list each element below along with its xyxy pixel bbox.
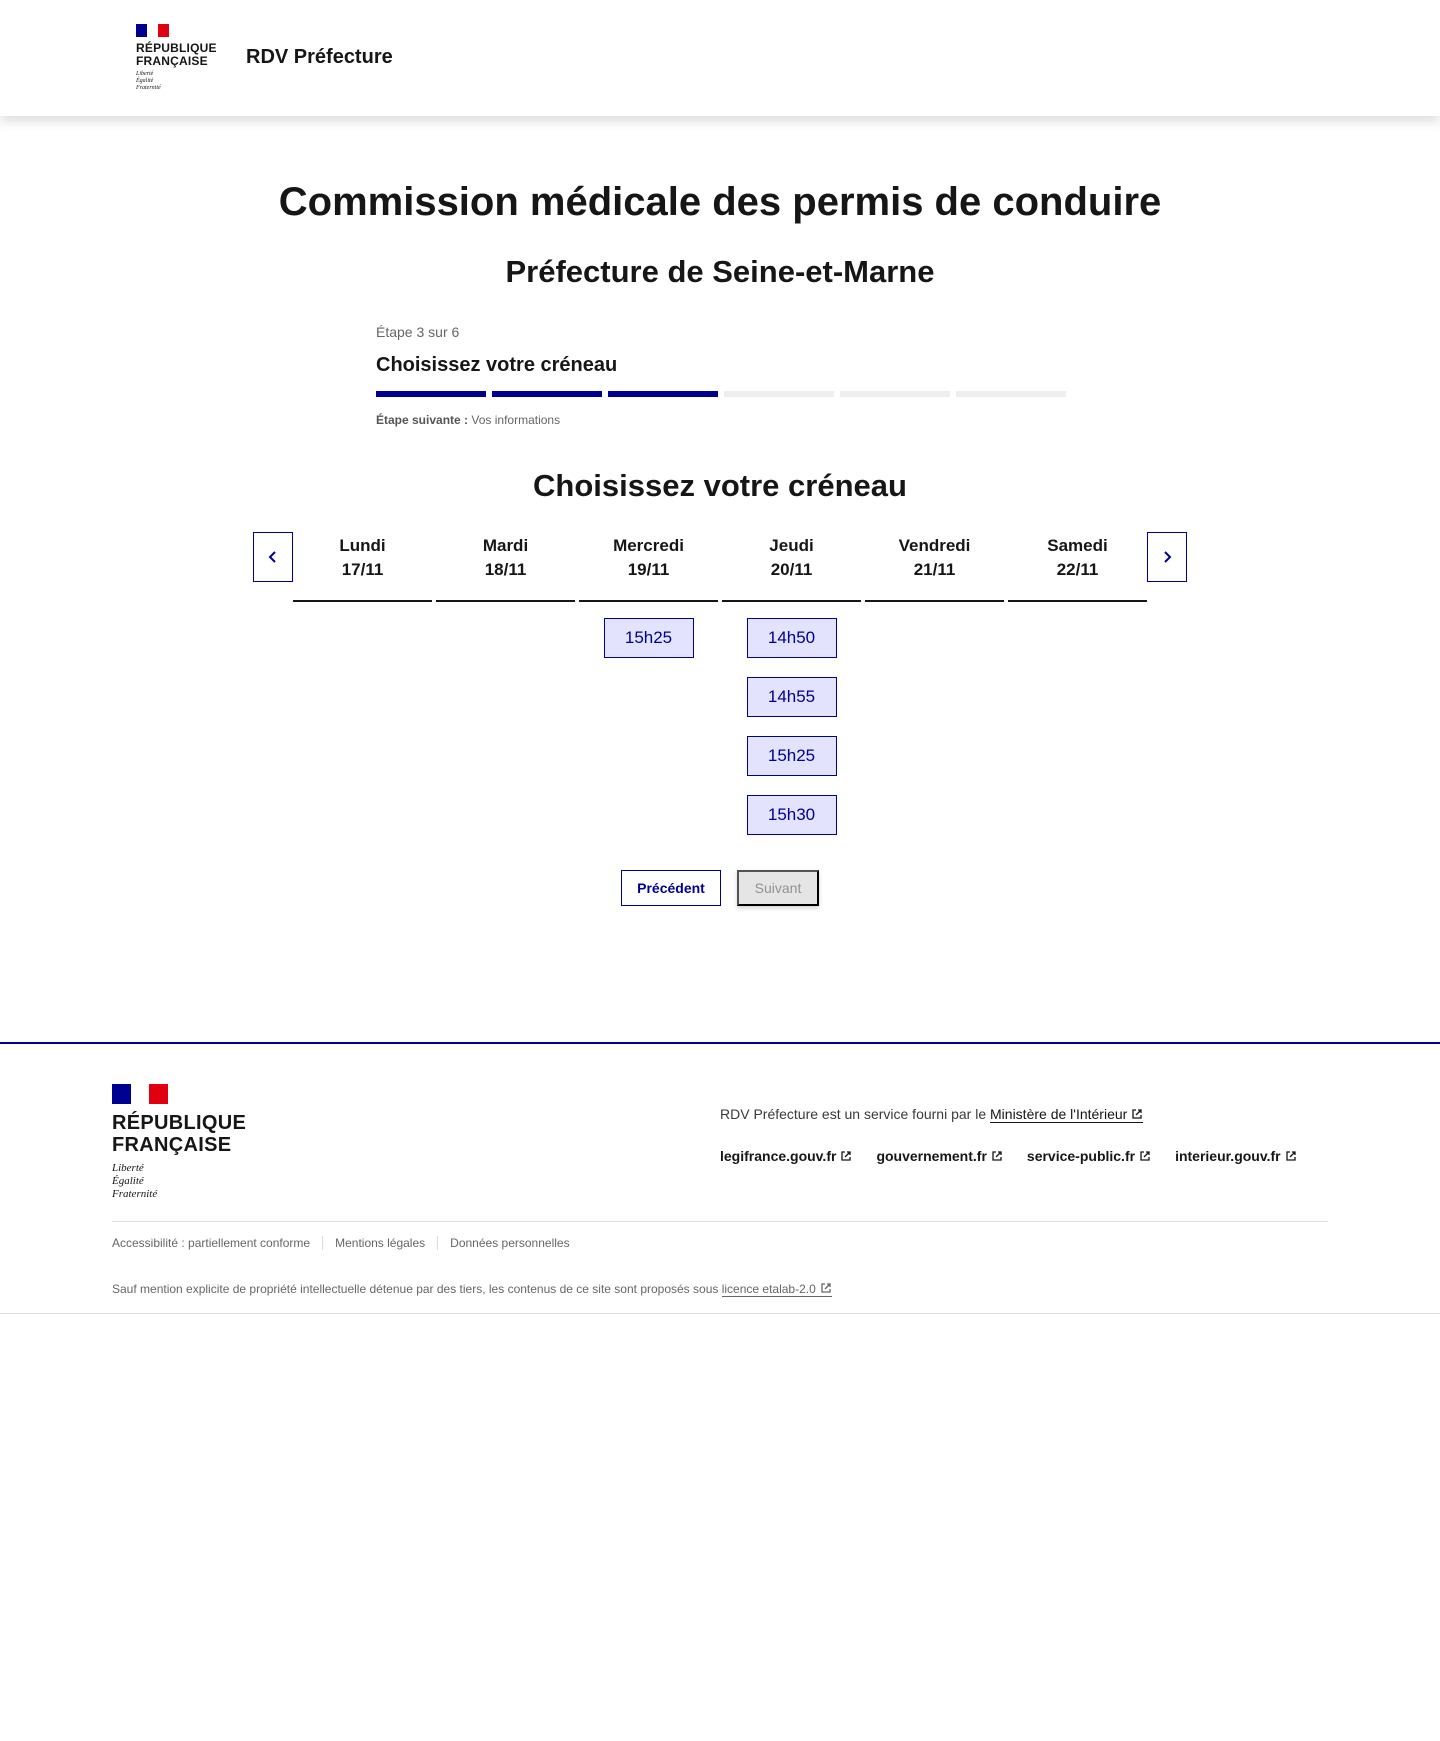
next-button-disabled: Suivant [737, 870, 819, 906]
footer-link-label: gouvernement.fr [876, 1148, 987, 1164]
footer-bottom-link[interactable]: Données personnelles [437, 1236, 581, 1250]
days-calendar [293, 532, 1147, 835]
day-date: 22/11 [1056, 560, 1099, 579]
day-column [722, 532, 861, 835]
stepper-segment [724, 391, 834, 397]
footer-link-label: legifrance.gouv.fr [720, 1148, 837, 1164]
footer-licence [112, 1282, 832, 1296]
day-header [436, 532, 575, 602]
day-column [293, 532, 432, 835]
stepper-state: Étape 3 sur 6 [376, 324, 460, 340]
page-subtitle: Préfecture de Seine-et-Marne [505, 254, 935, 289]
service-title[interactable]: RDV Préfecture [246, 46, 393, 68]
stepper-segment [840, 391, 950, 397]
external-link-icon [1131, 1108, 1143, 1120]
footer-link[interactable] [1175, 1148, 1297, 1164]
day-name: Vendredi [898, 536, 971, 555]
time-slot-button[interactable]: 15h30 [747, 795, 837, 835]
chevron-left-icon [266, 550, 280, 564]
stepper [376, 324, 1066, 427]
day-header [722, 532, 861, 602]
footer-motto-egalite: Égalité [112, 1175, 144, 1187]
republique-francaise-logo[interactable] [136, 24, 217, 92]
day-column [436, 532, 575, 835]
footer-logo-republique: RÉPUBLIQUE [112, 1112, 247, 1134]
previous-week-button[interactable] [253, 532, 293, 582]
marianne-flag-icon [136, 24, 169, 37]
external-link-icon [991, 1150, 1003, 1162]
stepper-segment [376, 391, 486, 397]
site-footer [0, 1042, 1440, 1314]
day-header [1008, 532, 1147, 602]
day-column [865, 532, 1004, 835]
time-slot-button[interactable]: 15h25 [747, 736, 837, 776]
day-name: Lundi [339, 536, 386, 555]
day-header [865, 532, 1004, 602]
day-column [579, 532, 718, 835]
footer-bottom-link[interactable]: Mentions légales [322, 1236, 437, 1250]
stepper-segment [956, 391, 1066, 397]
marianne-flag-icon [112, 1084, 168, 1104]
day-date: 17/11 [341, 560, 384, 579]
slot-list [604, 618, 694, 658]
stepper-next [376, 413, 1066, 427]
stepper-next-label: Étape suivante : [376, 413, 469, 427]
time-slot-button[interactable]: 14h50 [747, 618, 837, 658]
day-header [293, 532, 432, 602]
time-slot-button[interactable]: 14h55 [747, 677, 837, 717]
chevron-right-icon [1160, 550, 1174, 564]
footer-link-label: interieur.gouv.fr [1175, 1148, 1281, 1164]
footer-motto-fraternite: Fraternité [112, 1188, 158, 1200]
external-link-icon [1285, 1150, 1297, 1162]
external-link-icon [820, 1282, 832, 1294]
site-header [0, 0, 1440, 116]
stepper-segment [492, 391, 602, 397]
motto-liberte: Liberté [136, 71, 154, 77]
licence-link[interactable] [722, 1282, 832, 1297]
stepper-title: Choisissez votre créneau [376, 354, 618, 376]
footer-description [720, 1106, 1143, 1122]
footer-bottom-links [112, 1236, 582, 1250]
day-date: 18/11 [484, 560, 527, 579]
footer-link[interactable] [720, 1148, 852, 1164]
time-slot-button[interactable]: 15h25 [604, 618, 694, 658]
day-name: Samedi [1047, 536, 1108, 555]
external-link-icon [1139, 1150, 1151, 1162]
logo-francaise: FRANÇAISE [136, 54, 208, 68]
licence-text: Sauf mention explicite de propriété intellectuelle détenue par des tiers, les contenus de ce site sont proposés sous [112, 1282, 722, 1296]
footer-republique-logo[interactable] [112, 1084, 246, 1201]
day-date: 21/11 [913, 560, 956, 579]
day-name: Mardi [482, 536, 529, 555]
logo-republique: RÉPUBLIQUE [136, 41, 217, 55]
motto-fraternite: Fraternité [136, 85, 161, 91]
footer-link-label: service-public.fr [1026, 1148, 1136, 1164]
footer-links [720, 1148, 1297, 1164]
footer-logo-francaise: FRANÇAISE [112, 1134, 232, 1156]
day-name: Mercredi [613, 536, 684, 555]
footer-link[interactable] [1027, 1148, 1151, 1164]
ministere-link-label: Ministère de l'Intérieur [990, 1106, 1128, 1122]
ministere-link[interactable] [990, 1106, 1143, 1123]
next-week-button[interactable] [1147, 532, 1187, 582]
footer-motto-liberte: Liberté [112, 1162, 144, 1174]
day-name: Jeudi [769, 536, 814, 555]
footer-desc-text: RDV Préfecture est un service fourni par le [720, 1106, 991, 1122]
day-date: 19/11 [627, 560, 670, 579]
stepper-next-value: Vos informations [471, 413, 561, 427]
day-date: 20/11 [770, 560, 813, 579]
day-header [579, 532, 718, 602]
stepper-segment [608, 391, 718, 397]
licence-link-label: licence etalab-2.0 [721, 1282, 816, 1296]
slot-list [747, 618, 837, 835]
slots-title: Choisissez votre créneau [533, 468, 907, 503]
previous-button[interactable]: Précédent [621, 870, 721, 906]
external-link-icon [840, 1150, 852, 1162]
stepper-progress [376, 391, 1066, 397]
footer-divider [112, 1221, 1328, 1222]
page-title: Commission médicale des permis de conduire [278, 180, 1162, 224]
day-column [1008, 532, 1147, 835]
footer-bottom-link[interactable]: Accessibilité : partiellement conforme [112, 1236, 311, 1250]
footer-link[interactable] [876, 1148, 1002, 1164]
motto-egalite: Égalité [136, 78, 154, 84]
